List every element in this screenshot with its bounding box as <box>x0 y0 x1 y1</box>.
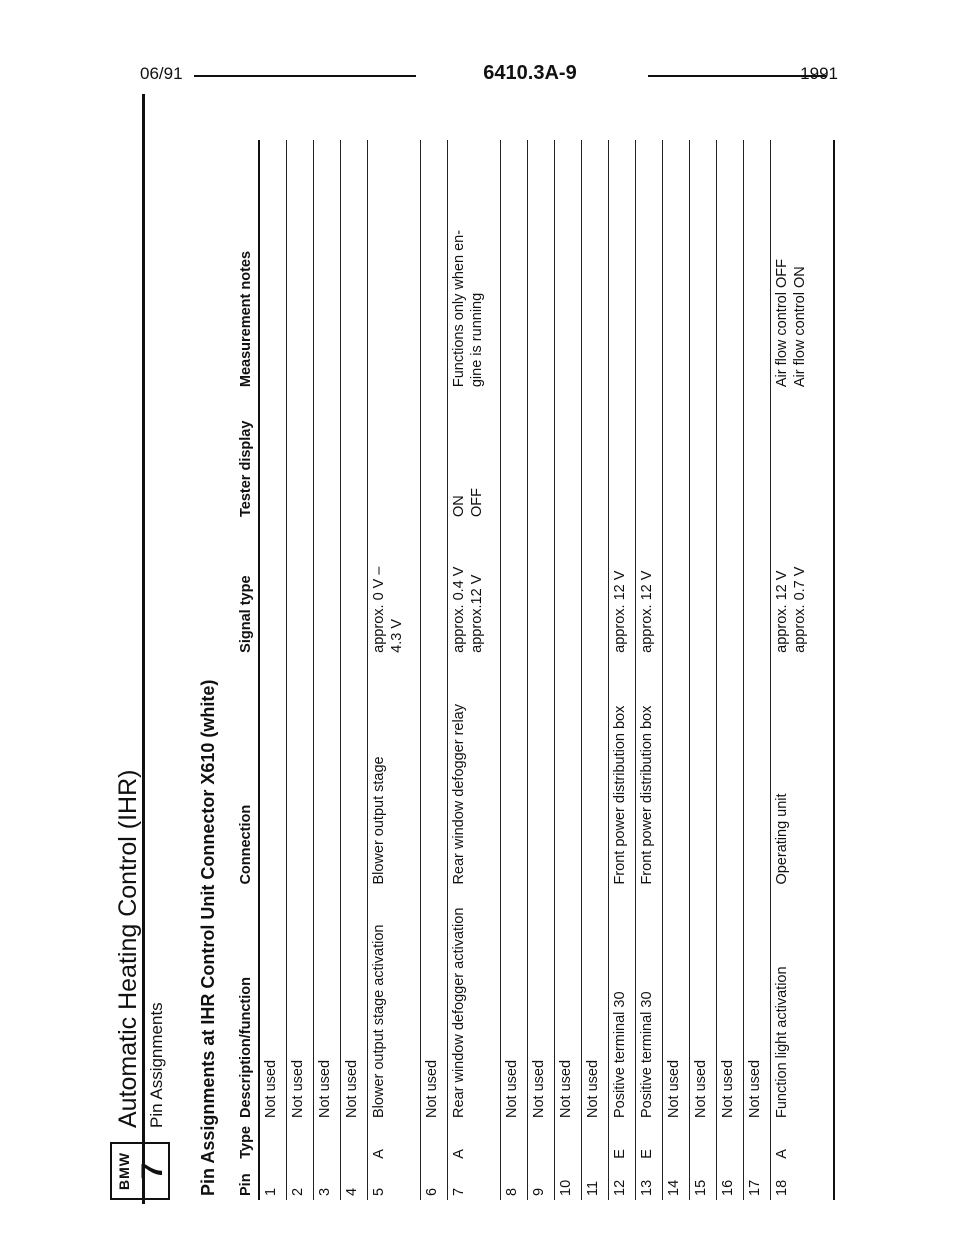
measurement-notes-cell <box>636 140 663 391</box>
connection-cell <box>690 657 717 889</box>
pin-cell: 17 <box>744 1163 771 1200</box>
signal-type-cell <box>259 521 287 657</box>
table-row <box>771 140 835 1200</box>
measurement-notes-cell <box>314 140 341 391</box>
signal-type-cell <box>501 521 528 657</box>
tester-display-cell <box>555 391 582 521</box>
tester-display-cell <box>663 391 690 521</box>
measurement-notes-cell <box>368 140 421 391</box>
table-row <box>663 140 690 1200</box>
header-rule-left <box>194 75 416 77</box>
description-cell: Not used <box>421 889 448 1122</box>
signal-type-cell <box>582 521 609 657</box>
measurement-notes-cell: Air flow control OFF Air flow control ON <box>771 140 835 391</box>
tester-display-cell <box>582 391 609 521</box>
table-row <box>448 140 501 1200</box>
tester-display-cell <box>341 391 368 521</box>
connection-cell: Blower output stage <box>368 657 421 889</box>
column-header-connection: Connection <box>232 657 259 889</box>
connection-cell: Front power distribution box <box>609 657 636 889</box>
measurement-notes-cell <box>717 140 744 391</box>
table-row <box>555 140 582 1200</box>
pin-cell: 6 <box>421 1163 448 1200</box>
tester-display-cell <box>314 391 341 521</box>
connection-cell <box>717 657 744 889</box>
table-row <box>690 140 717 1200</box>
signal-type-cell: approx. 12 V <box>636 521 663 657</box>
table-row <box>501 140 528 1200</box>
tester-display-cell <box>368 391 421 521</box>
description-cell: Rear window defogger activation <box>448 889 501 1122</box>
table-row <box>609 140 636 1200</box>
pin-cell: 4 <box>341 1163 368 1200</box>
description-cell: Not used <box>582 889 609 1122</box>
table-row <box>259 140 287 1200</box>
type-cell: A <box>368 1122 421 1163</box>
signal-type-cell <box>528 521 555 657</box>
table-row <box>368 140 421 1200</box>
measurement-notes-cell <box>287 140 314 391</box>
page-title: Automatic Heating Control (IHR) <box>114 769 142 1128</box>
pin-cell: 9 <box>528 1163 555 1200</box>
tester-display-cell: ON OFF <box>448 391 501 521</box>
header-date: 06/91 <box>140 64 183 83</box>
column-header-measurement-notes: Measurement notes <box>232 140 259 391</box>
tester-display-cell <box>501 391 528 521</box>
type-cell <box>555 1122 582 1163</box>
connection-cell <box>582 657 609 889</box>
section-title: Pin Assignments at IHR Control Unit Connector X610 (white) <box>198 679 218 1196</box>
column-header-pin: Pin <box>232 1163 259 1200</box>
type-cell <box>582 1122 609 1163</box>
measurement-notes-cell <box>744 140 771 391</box>
signal-type-cell: approx. 12 V approx. 0.7 V <box>771 521 835 657</box>
table-row <box>717 140 744 1200</box>
description-cell: Not used <box>555 889 582 1122</box>
table-body <box>259 140 834 1200</box>
header-year: 1991 <box>800 64 838 83</box>
tester-display-cell <box>528 391 555 521</box>
description-cell: Not used <box>717 889 744 1122</box>
pin-cell: 5 <box>368 1163 421 1200</box>
signal-type-cell <box>744 521 771 657</box>
measurement-notes-cell <box>528 140 555 391</box>
signal-type-cell: approx. 0.4 V approx.12 V <box>448 521 501 657</box>
connection-cell <box>287 657 314 889</box>
connection-cell <box>744 657 771 889</box>
type-cell <box>501 1122 528 1163</box>
connection-cell: Front power distribution box <box>636 657 663 889</box>
measurement-notes-cell: Functions only when en- gine is running <box>448 140 501 391</box>
connection-cell <box>421 657 448 889</box>
type-cell <box>690 1122 717 1163</box>
type-cell: E <box>609 1122 636 1163</box>
signal-type-cell <box>717 521 744 657</box>
signal-type-cell <box>421 521 448 657</box>
measurement-notes-cell <box>341 140 368 391</box>
connection-cell <box>501 657 528 889</box>
measurement-notes-cell <box>421 140 448 391</box>
signal-type-cell <box>287 521 314 657</box>
tester-display-cell <box>771 391 835 521</box>
type-cell <box>259 1122 287 1163</box>
type-cell <box>717 1122 744 1163</box>
column-header-signal-type: Signal type <box>232 521 259 657</box>
description-cell: Not used <box>314 889 341 1122</box>
description-cell: Not used <box>341 889 368 1122</box>
signal-type-cell <box>663 521 690 657</box>
table-row <box>636 140 663 1200</box>
tester-display-cell <box>690 391 717 521</box>
page-header <box>140 62 850 92</box>
type-cell: A <box>448 1122 501 1163</box>
description-cell: Not used <box>744 889 771 1122</box>
description-cell: Not used <box>663 889 690 1122</box>
description-cell: Not used <box>287 889 314 1122</box>
table-row <box>341 140 368 1200</box>
description-cell: Not used <box>259 889 287 1122</box>
signal-type-cell <box>314 521 341 657</box>
table-row <box>314 140 341 1200</box>
connection-cell <box>663 657 690 889</box>
pin-cell: 7 <box>448 1163 501 1200</box>
pin-cell: 3 <box>314 1163 341 1200</box>
type-cell: A <box>771 1122 835 1163</box>
bmw-series-logo <box>110 1142 170 1200</box>
type-cell <box>744 1122 771 1163</box>
pin-cell: 1 <box>259 1163 287 1200</box>
signal-type-cell <box>555 521 582 657</box>
table-row <box>421 140 448 1200</box>
rotated-page-content <box>110 140 808 1200</box>
description-cell: Not used <box>501 889 528 1122</box>
description-cell: Function light activation <box>771 889 835 1122</box>
measurement-notes-cell <box>690 140 717 391</box>
tester-display-cell <box>609 391 636 521</box>
connection-cell <box>259 657 287 889</box>
signal-type-cell <box>690 521 717 657</box>
type-cell <box>663 1122 690 1163</box>
description-cell: Not used <box>528 889 555 1122</box>
description-cell: Not used <box>690 889 717 1122</box>
pin-cell: 15 <box>690 1163 717 1200</box>
logo-series: 7 <box>136 1162 169 1180</box>
description-cell: Blower output stage activation <box>368 889 421 1122</box>
measurement-notes-cell <box>555 140 582 391</box>
description-cell: Positive terminal 30 <box>636 889 663 1122</box>
pin-cell: 10 <box>555 1163 582 1200</box>
logo-brand: BMW <box>116 1152 132 1190</box>
pin-cell: 14 <box>663 1163 690 1200</box>
column-header-tester-display: Tester display <box>232 391 259 521</box>
tester-display-cell <box>421 391 448 521</box>
signal-type-cell <box>341 521 368 657</box>
connection-cell: Rear window defogger relay <box>448 657 501 889</box>
pin-cell: 12 <box>609 1163 636 1200</box>
table-row <box>287 140 314 1200</box>
table-row <box>744 140 771 1200</box>
pin-cell: 2 <box>287 1163 314 1200</box>
pin-cell: 11 <box>582 1163 609 1200</box>
table-row <box>582 140 609 1200</box>
pin-cell: 8 <box>501 1163 528 1200</box>
measurement-notes-cell <box>501 140 528 391</box>
pin-cell: 18 <box>771 1163 835 1200</box>
type-cell <box>287 1122 314 1163</box>
type-cell <box>528 1122 555 1163</box>
measurement-notes-cell <box>582 140 609 391</box>
table-header-row <box>232 140 259 1200</box>
signal-type-cell: approx. 12 V <box>609 521 636 657</box>
page-subtitle: Pin Assignments <box>147 1002 166 1128</box>
measurement-notes-cell <box>663 140 690 391</box>
title-underline <box>143 756 145 1136</box>
measurement-notes-cell <box>609 140 636 391</box>
table-row <box>528 140 555 1200</box>
connection-cell <box>555 657 582 889</box>
type-cell <box>314 1122 341 1163</box>
pin-cell: 16 <box>717 1163 744 1200</box>
type-cell <box>421 1122 448 1163</box>
column-header-description: Description/function <box>232 889 259 1122</box>
type-cell <box>341 1122 368 1163</box>
document-number: 6410.3A-9 <box>483 62 577 84</box>
connection-cell <box>341 657 368 889</box>
pin-cell: 13 <box>636 1163 663 1200</box>
signal-type-cell: approx. 0 V – 4.3 V <box>368 521 421 657</box>
connection-cell: Operating unit <box>771 657 835 889</box>
tester-display-cell <box>636 391 663 521</box>
tester-display-cell <box>259 391 287 521</box>
description-cell: Positive terminal 30 <box>609 889 636 1122</box>
pin-assignment-table <box>232 140 835 1200</box>
type-cell: E <box>636 1122 663 1163</box>
tester-display-cell <box>744 391 771 521</box>
tester-display-cell <box>287 391 314 521</box>
connection-cell <box>314 657 341 889</box>
tester-display-cell <box>717 391 744 521</box>
measurement-notes-cell <box>259 140 287 391</box>
column-header-type: Type <box>232 1122 259 1163</box>
connection-cell <box>528 657 555 889</box>
